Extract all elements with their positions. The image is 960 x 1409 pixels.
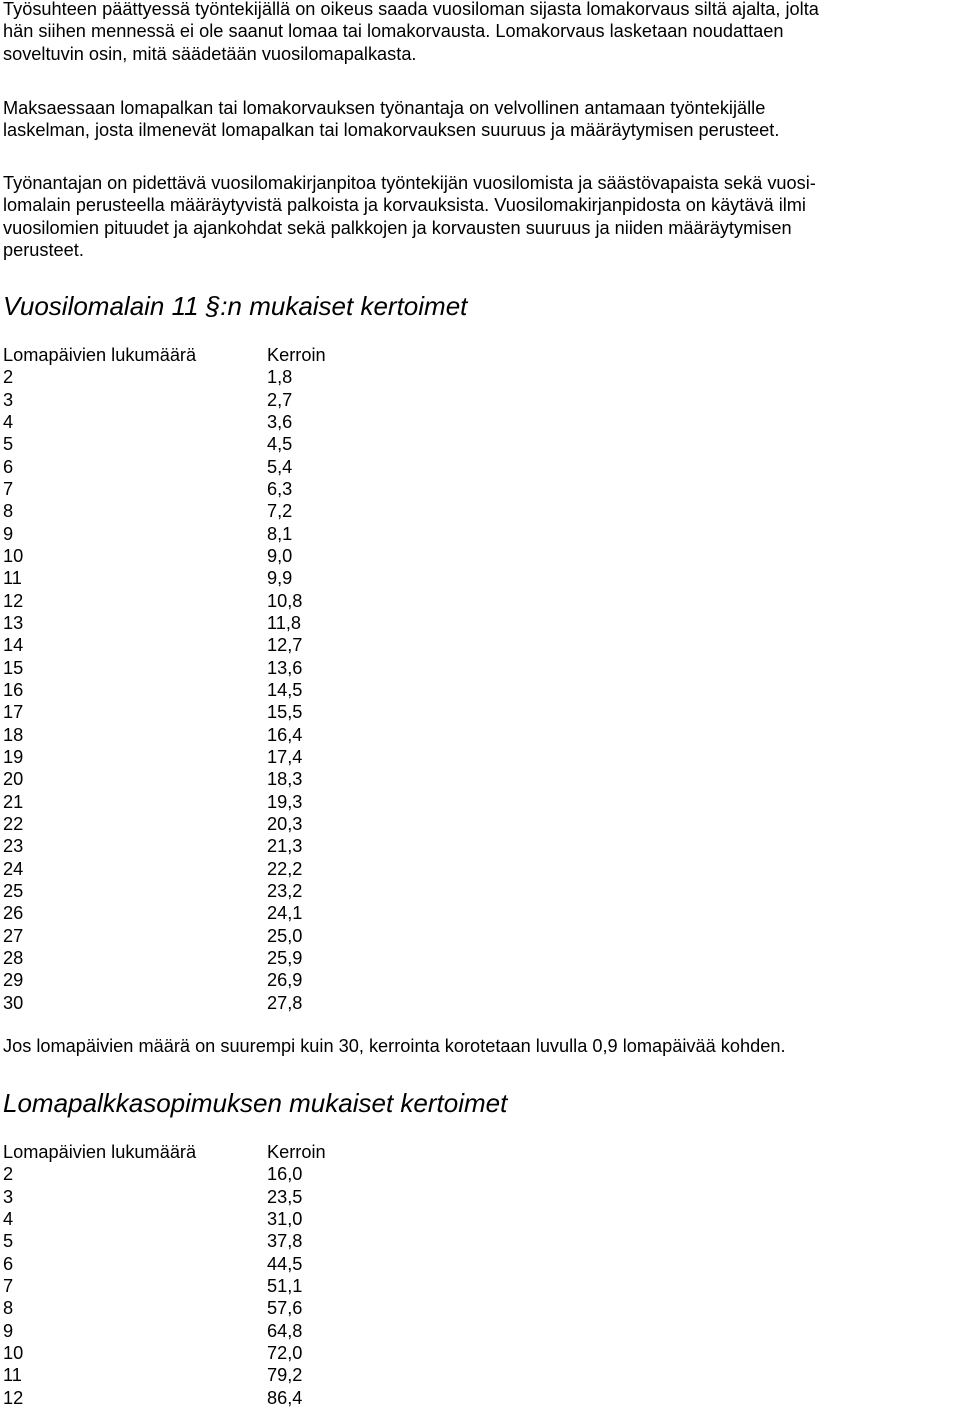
cell-days: 22 — [3, 813, 24, 834]
cell-days: 17 — [3, 702, 24, 723]
cell-factor: 37,8 — [267, 1231, 303, 1252]
cell-days: 12 — [3, 590, 24, 611]
cell-factor: 18,3 — [267, 769, 303, 790]
text-line: Maksaessaan lomapalkan tai lomakorvauksen työnantaja on velvollinen antamaan työntekijälle — [3, 98, 766, 118]
cell-days: 12 — [3, 1387, 24, 1408]
cell-days: 3 — [3, 1186, 14, 1207]
cell-factor: 10,8 — [267, 590, 303, 611]
cell-days: 3 — [3, 389, 14, 410]
table-row — [3, 835, 387, 857]
cell-factor: 15,5 — [267, 702, 303, 723]
cell-factor: 27,8 — [267, 992, 303, 1013]
table-row — [3, 969, 387, 991]
cell-factor: 20,3 — [267, 813, 303, 834]
text-line: lomalain perusteella määräytyvistä palkoista ja korvauksista. Vuosilomakirjanpidosta on käytävä ilmi — [3, 195, 806, 216]
table-row — [3, 902, 387, 924]
table-header-row — [3, 1141, 387, 1163]
table-row — [3, 1320, 387, 1342]
cell-factor: 24,1 — [267, 903, 303, 924]
table-row — [3, 1230, 387, 1252]
column-header-days: Lomapäivien lukumäärä — [3, 345, 197, 365]
cell-factor: 8,1 — [267, 523, 293, 544]
factor-table-lomapalkkasopimus — [3, 1141, 387, 1409]
text-line: perusteet. — [3, 240, 84, 261]
cell-factor: 14,5 — [267, 679, 303, 700]
cell-factor: 6,3 — [267, 478, 293, 499]
table-row — [3, 456, 387, 478]
table-row — [3, 657, 387, 679]
cell-factor: 4,5 — [267, 434, 293, 455]
cell-factor: 51,1 — [267, 1275, 303, 1296]
cell-days: 9 — [3, 1320, 14, 1341]
cell-factor: 9,9 — [267, 568, 293, 589]
cell-days: 23 — [3, 836, 24, 857]
cell-days: 2 — [3, 1164, 14, 1185]
table-row — [3, 992, 387, 1014]
cell-days: 16 — [3, 679, 24, 700]
table-row — [3, 612, 387, 634]
factor-table-vuosilomalaki — [3, 344, 387, 1014]
cell-days: 11 — [3, 568, 22, 589]
cell-days: 30 — [3, 992, 24, 1013]
cell-factor: 44,5 — [267, 1253, 303, 1274]
table-row — [3, 389, 387, 411]
cell-factor: 7,2 — [267, 501, 293, 522]
cell-days: 27 — [3, 925, 24, 946]
cell-factor: 25,0 — [267, 925, 303, 946]
text-line: hän siihen mennessä ei ole saanut lomaa tai lomakorvausta. Lomakorvaus lasketaan noudattaen — [3, 21, 784, 42]
cell-factor: 5,4 — [267, 456, 293, 477]
cell-factor: 17,4 — [267, 746, 303, 767]
cell-factor: 19,3 — [267, 791, 303, 812]
cell-days: 6 — [3, 1253, 14, 1274]
table-row — [3, 858, 387, 880]
cell-days: 29 — [3, 970, 24, 991]
table-row — [3, 567, 387, 589]
cell-days: 5 — [3, 1231, 14, 1252]
table-row — [3, 1163, 387, 1185]
cell-days: 13 — [3, 612, 24, 633]
cell-days: 7 — [3, 478, 14, 499]
text-line: vuosilomien pituudet ja ajankohdat sekä palkkojen ja korvausten suuruus ja niiden määräytymisen — [3, 217, 792, 238]
table-row — [3, 1253, 387, 1275]
table-row — [3, 679, 387, 701]
table-row — [3, 701, 387, 723]
cell-factor: 23,2 — [267, 880, 303, 901]
cell-factor: 23,5 — [267, 1186, 303, 1207]
text-line: soveltuvin osin, mitä säädetään vuosilomapalkasta. — [3, 43, 417, 64]
table-row — [3, 1275, 387, 1297]
cell-factor: 16,4 — [267, 724, 303, 745]
cell-days: 21 — [3, 791, 24, 812]
cell-days: 5 — [3, 434, 14, 455]
cell-days: 10 — [3, 545, 24, 566]
table-row — [3, 925, 387, 947]
section-heading-lomapalkkasopimus: Lomapalkkasopimuksen mukaiset kertoimet — [3, 1088, 508, 1118]
cell-factor: 9,0 — [267, 545, 293, 566]
text-line: laskelman, josta ilmenevät lomapalkan tai lomakorvauksen suuruus ja määräytymisen perusteet. — [3, 120, 780, 141]
cell-factor: 3,6 — [267, 411, 293, 432]
cell-days: 11 — [3, 1365, 22, 1386]
cell-factor: 1,8 — [267, 367, 293, 388]
table-row — [3, 433, 387, 455]
table-row — [3, 545, 387, 567]
cell-factor: 16,0 — [267, 1164, 303, 1185]
cell-days: 15 — [3, 657, 24, 678]
table-row — [3, 1186, 387, 1208]
table-row — [3, 590, 387, 612]
paragraph-termination-compensation — [3, 0, 819, 65]
table-row — [3, 411, 387, 433]
cell-factor: 31,0 — [267, 1208, 303, 1229]
table-row — [3, 500, 387, 522]
table-row — [3, 1342, 387, 1364]
cell-factor: 26,9 — [267, 970, 303, 991]
cell-days: 18 — [3, 724, 24, 745]
table-row — [3, 1208, 387, 1230]
column-header-factor: Kerroin — [267, 1142, 326, 1162]
table-row — [3, 947, 387, 969]
cell-days: 28 — [3, 947, 24, 968]
cell-factor: 57,6 — [267, 1298, 303, 1319]
cell-days: 6 — [3, 456, 14, 477]
cell-days: 25 — [3, 880, 24, 901]
paragraph-calculation-obligation — [3, 97, 779, 142]
cell-factor: 25,9 — [267, 947, 303, 968]
table-row — [3, 791, 387, 813]
cell-days: 24 — [3, 858, 24, 879]
cell-days: 7 — [3, 1275, 14, 1296]
table-row — [3, 1387, 387, 1409]
column-header-days: Lomapäivien lukumäärä — [3, 1142, 197, 1162]
table-row — [3, 746, 387, 768]
cell-factor: 11,8 — [267, 612, 302, 633]
cell-days: 4 — [3, 411, 14, 432]
cell-days: 10 — [3, 1342, 24, 1363]
note-over-30-days: Jos lomapäivien määrä on suurempi kuin 30, kerrointa korotetaan luvulla 0,9 lomapäivää kohden. — [3, 1036, 786, 1056]
cell-days: 2 — [3, 367, 14, 388]
table-row — [3, 1364, 387, 1386]
cell-factor: 86,4 — [267, 1387, 303, 1408]
table-row — [3, 634, 387, 656]
cell-days: 20 — [3, 769, 24, 790]
cell-days: 8 — [3, 1298, 14, 1319]
paragraph-bookkeeping — [3, 172, 816, 262]
cell-factor: 12,7 — [267, 635, 303, 656]
cell-factor: 64,8 — [267, 1320, 303, 1341]
cell-factor: 72,0 — [267, 1342, 303, 1363]
cell-days: 4 — [3, 1208, 14, 1229]
text-line: Työnantajan on pidettävä vuosilomakirjanpitoa työntekijän vuosilomista ja säästövapaista sekä vuosi- — [3, 173, 816, 193]
table-row — [3, 724, 387, 746]
section-heading-vuosilomalaki: Vuosilomalain 11 §:n mukaiset kertoimet — [3, 291, 468, 321]
table-row — [3, 523, 387, 545]
table-header-row — [3, 344, 387, 366]
cell-days: 14 — [3, 635, 24, 656]
column-header-factor: Kerroin — [267, 345, 326, 365]
table-row — [3, 1297, 387, 1319]
table-row — [3, 478, 387, 500]
text-line: Työsuhteen päättyessä työntekijällä on oikeus saada vuosiloman sijasta lomakorvaus siltä ajalta, jolta — [3, 0, 819, 19]
cell-factor: 21,3 — [267, 836, 303, 857]
cell-factor: 79,2 — [267, 1365, 303, 1386]
table-row — [3, 880, 387, 902]
cell-days: 26 — [3, 903, 24, 924]
table-row — [3, 366, 387, 388]
table-row — [3, 768, 387, 790]
cell-factor: 13,6 — [267, 657, 303, 678]
cell-factor: 2,7 — [267, 389, 293, 410]
table-row — [3, 813, 387, 835]
cell-factor: 22,2 — [267, 858, 303, 879]
cell-days: 9 — [3, 523, 14, 544]
cell-days: 19 — [3, 746, 24, 767]
cell-days: 8 — [3, 501, 14, 522]
